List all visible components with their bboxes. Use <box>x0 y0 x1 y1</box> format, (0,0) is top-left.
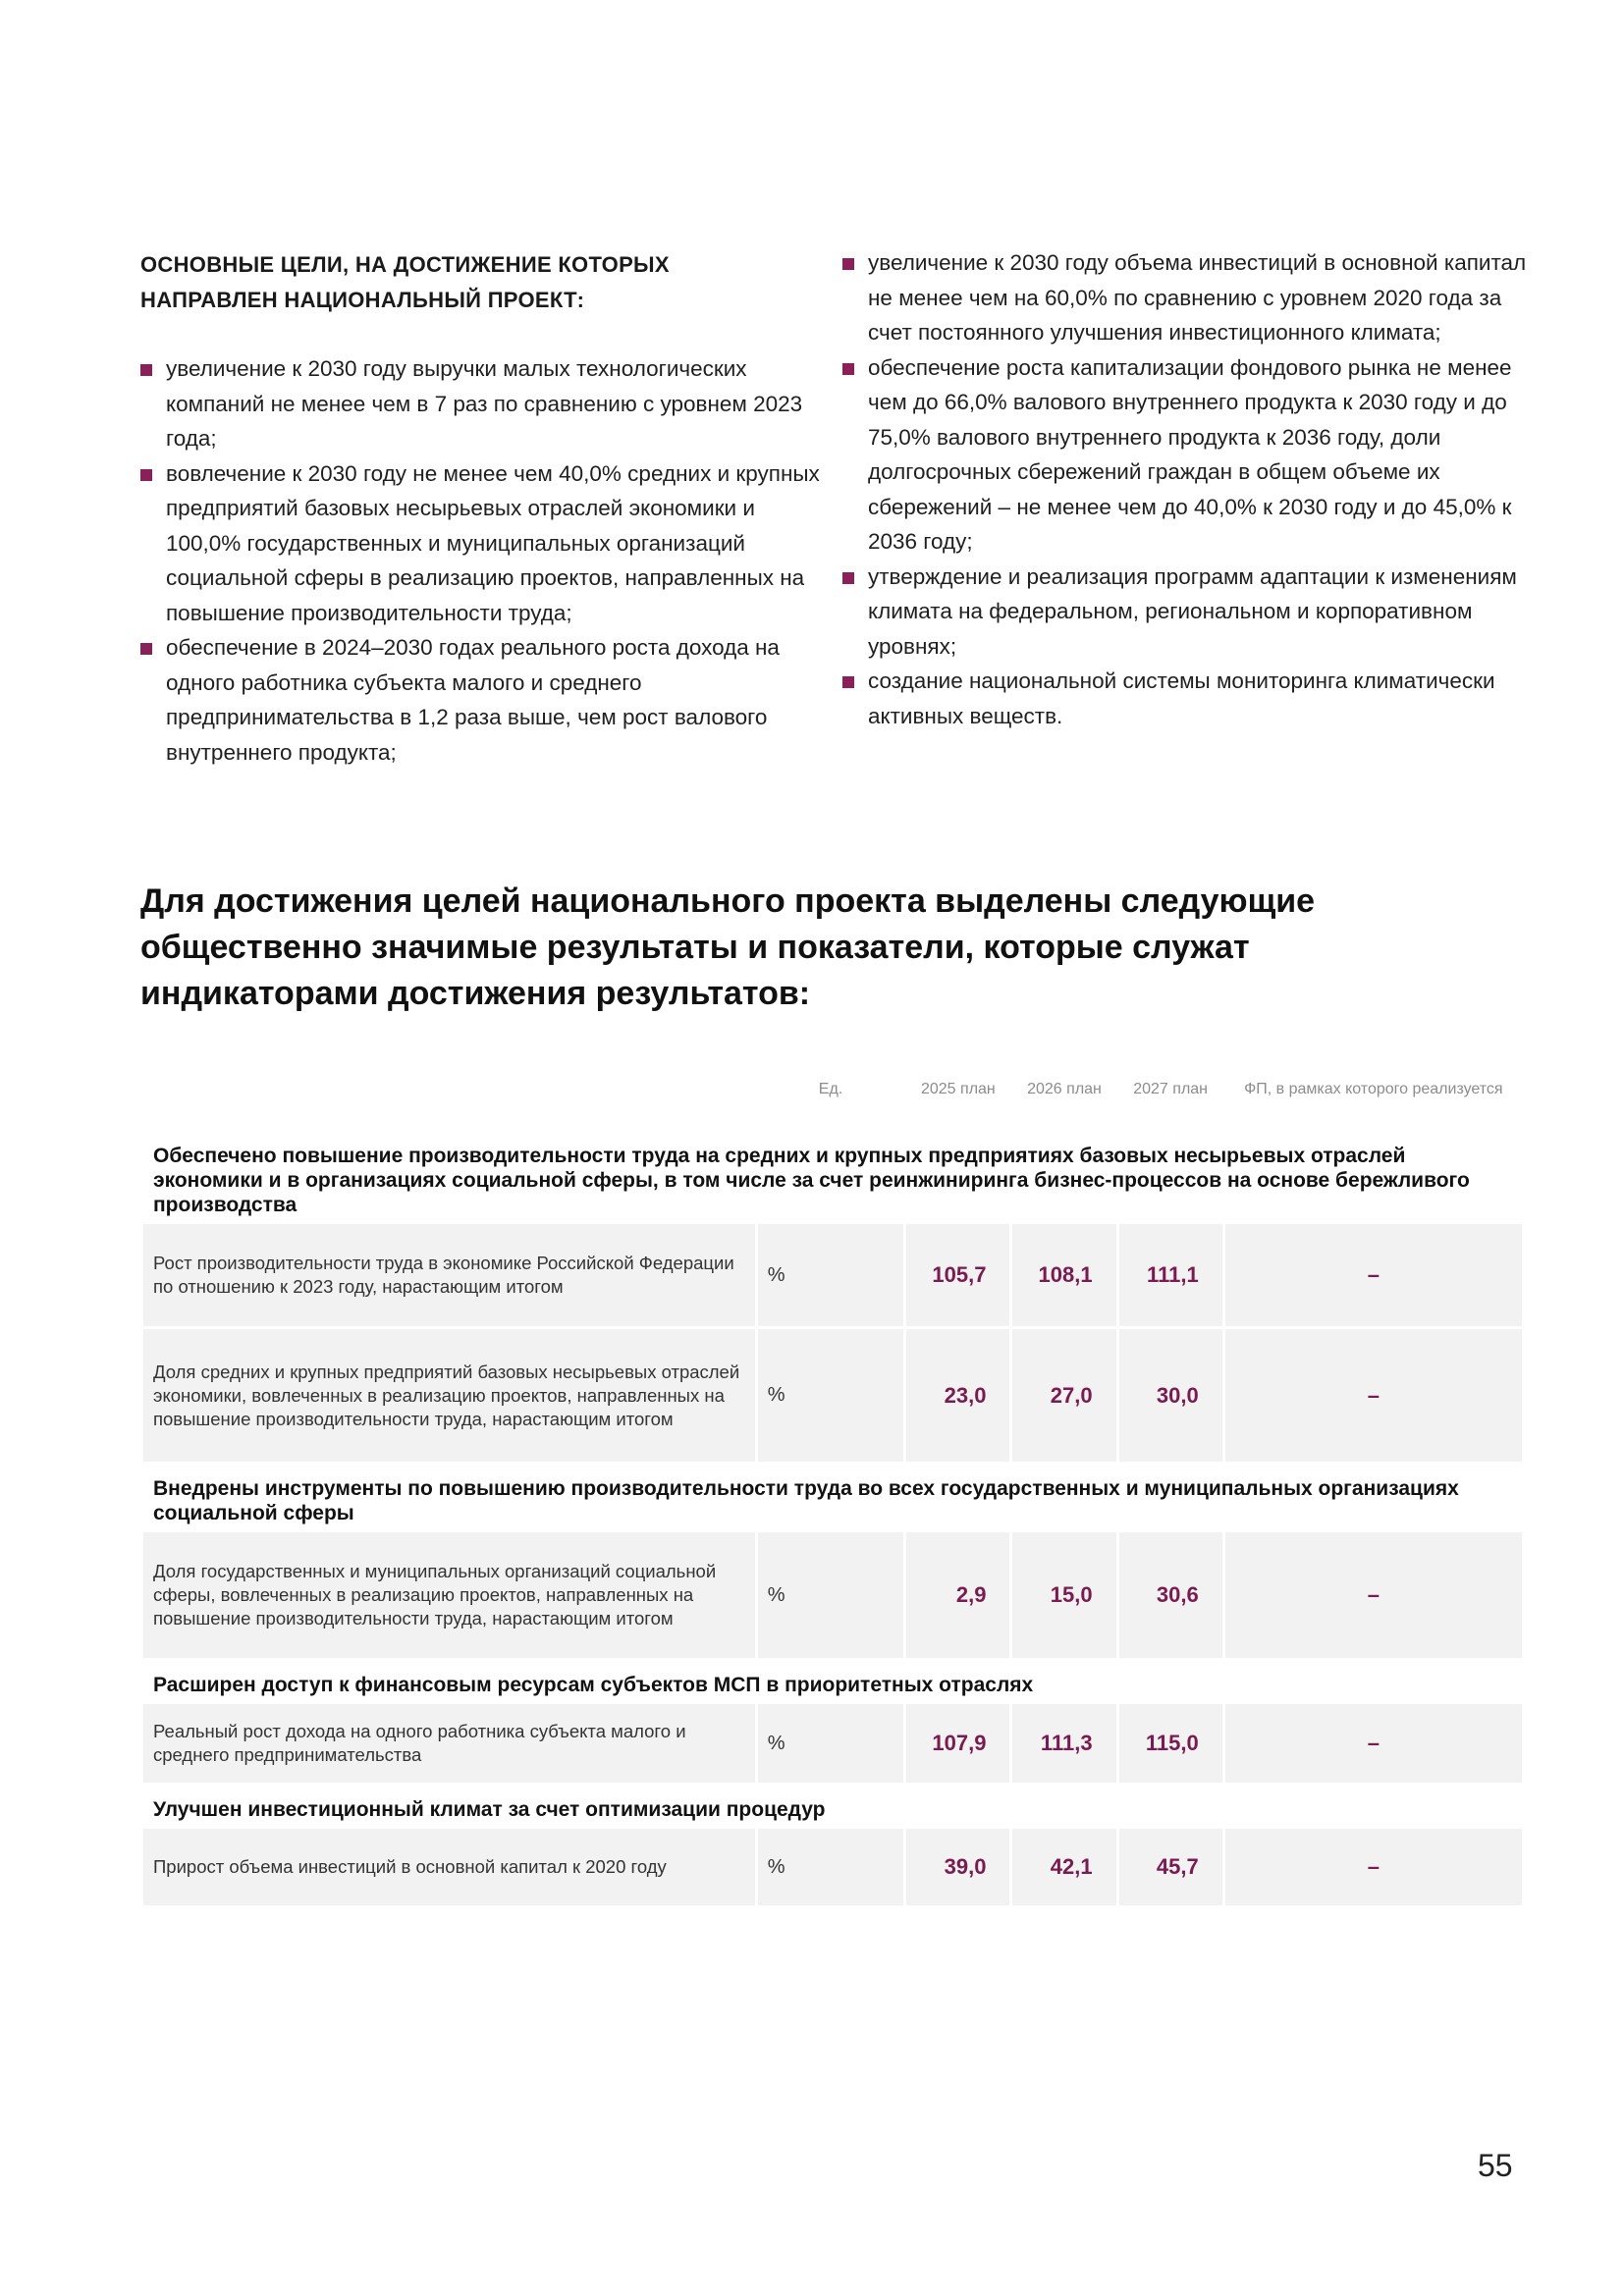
value-2025: 39,0 <box>906 1829 1009 1905</box>
table-row <box>143 1829 1522 1905</box>
value-2025: 105,7 <box>906 1224 1009 1326</box>
header-name <box>143 1078 755 1129</box>
table-row <box>143 1532 1522 1658</box>
indicator-unit: % <box>758 1329 904 1462</box>
table-row <box>143 1329 1522 1462</box>
goal-item: создание национальной системы мониторинга климатически активных веществ. <box>842 664 1530 733</box>
value-2026: 108,1 <box>1012 1224 1115 1326</box>
group-row <box>143 1786 1522 1826</box>
header-2025: 2025 план <box>920 1081 996 1097</box>
group-title: Внедрены инструменты по повышению производительности труда во всех государственных и муниципальных организациях социальной сферы <box>143 1465 1522 1529</box>
value-2026: 27,0 <box>1012 1329 1115 1462</box>
indicator-name: Прирост объема инвестиций в основной капитал к 2020 году <box>143 1829 755 1905</box>
goals-left-list <box>140 351 823 770</box>
fp-value: – <box>1225 1224 1522 1326</box>
group-title: Улучшен инвестиционный климат за счет оптимизации процедур <box>143 1786 1522 1826</box>
group-row <box>143 1465 1522 1529</box>
goal-item: утверждение и реализация программ адаптации к изменениям климата на федеральном, региональном и корпоративном уровнях; <box>842 560 1530 665</box>
value-2026: 42,1 <box>1012 1829 1115 1905</box>
indicators-table <box>140 1075 1525 1908</box>
group-row <box>143 1661 1522 1701</box>
group-title: Расширен доступ к финансовым ресурсам субъектов МСП в приоритетных отраслях <box>143 1661 1522 1701</box>
value-2027: 45,7 <box>1119 1829 1222 1905</box>
value-2026: 111,3 <box>1012 1704 1115 1783</box>
value-2027: 30,0 <box>1119 1329 1222 1462</box>
goal-item: увеличение к 2030 году объема инвестиций в основной капитал не менее чем на 60,0% по сравнению с уровнем 2020 года за счет постоянного улучшения инвестиционного климата; <box>842 245 1530 350</box>
goal-item: увеличение к 2030 году выручки малых технологических компаний не менее чем в 7 раз по сравнению с уровнем 2023 года; <box>140 351 823 456</box>
goals-left-column <box>140 351 823 770</box>
header-fp: ФП, в рамках которого реализуется <box>1244 1081 1503 1097</box>
indicator-name: Доля средних и крупных предприятий базовых несырьевых отраслей экономики, вовлеченных в реализацию проектов, направленных на повышение производительности труда, нарастающим итогом <box>143 1329 755 1462</box>
fp-value: – <box>1225 1329 1522 1462</box>
goal-item: вовлечение к 2030 году не менее чем 40,0% средних и крупных предприятий базовых несырьевых отраслей экономики и 100,0% государственных и муниципальных организаций социальной сферы в реализацию проектов, направленных на повышение производительности труда; <box>140 456 823 631</box>
value-2025: 23,0 <box>906 1329 1009 1462</box>
section-title: Для достижения целей национального проекта выделены следующие общественно значимые результаты и показатели, которые служат индикаторами достижения результатов: <box>140 882 1316 1012</box>
table-header-row <box>143 1078 1522 1129</box>
value-2026: 15,0 <box>1012 1532 1115 1658</box>
fp-value: – <box>1225 1704 1522 1783</box>
header-unit: Ед. <box>818 1081 843 1097</box>
indicator-unit: % <box>758 1224 904 1326</box>
page-number: 55 <box>1478 2148 1513 2183</box>
table-row <box>143 1224 1522 1326</box>
indicator-unit: % <box>758 1532 904 1658</box>
value-2027: 30,6 <box>1119 1532 1222 1658</box>
group-row <box>143 1132 1522 1221</box>
indicator-name: Рост производительности труда в экономике Российской Федерации по отношению к 2023 году, нарастающим итогом <box>143 1224 755 1326</box>
indicator-name: Доля государственных и муниципальных организаций социальной сферы, вовлеченных в реализацию проектов, направленных на повышение производительности труда, нарастающим итогом <box>143 1532 755 1658</box>
value-2027: 115,0 <box>1119 1704 1222 1783</box>
fp-value: – <box>1225 1829 1522 1905</box>
table-row <box>143 1704 1522 1783</box>
goals-right-column <box>842 245 1530 733</box>
indicator-name: Реальный рост дохода на одного работника субъекта малого и среднего предпринимательства <box>143 1704 755 1783</box>
indicator-unit: % <box>758 1829 904 1905</box>
goals-right-list <box>842 245 1530 733</box>
indicator-unit: % <box>758 1704 904 1783</box>
header-2027: 2027 план <box>1133 1081 1209 1097</box>
goal-item: обеспечение роста капитализации фондового рынка не менее чем до 66,0% валового внутреннего продукта к 2030 году и до 75,0% валового внутреннего продукта к 2036 году, доли долгосрочных сбережений граждан в общем объеме их сбережений – не менее чем до 40,0% к 2030 году и до 45,0% к 2036 году; <box>842 350 1530 560</box>
value-2027: 111,1 <box>1119 1224 1222 1326</box>
goals-heading: ОСНОВНЫЕ ЦЕЛИ, НА ДОСТИЖЕНИЕ КОТОРЫХ НАПРАВЛЕН НАЦИОНАЛЬНЫЙ ПРОЕКТ: <box>140 252 670 312</box>
goal-item: обеспечение в 2024–2030 годах реального роста дохода на одного работника субъекта малого и среднего предпринимательства в 1,2 раза выше, чем рост валового внутреннего продукта; <box>140 630 823 770</box>
fp-value: – <box>1225 1532 1522 1658</box>
header-2026: 2026 план <box>1027 1081 1102 1097</box>
value-2025: 107,9 <box>906 1704 1009 1783</box>
group-title: Обеспечено повышение производительности труда на средних и крупных предприятиях базовых несырьевых отраслей экономики и в организациях социальной сферы, в том числе за счет реинжиниринга бизнес-процессов на основе бережливого производства <box>143 1132 1522 1221</box>
value-2025: 2,9 <box>906 1532 1009 1658</box>
